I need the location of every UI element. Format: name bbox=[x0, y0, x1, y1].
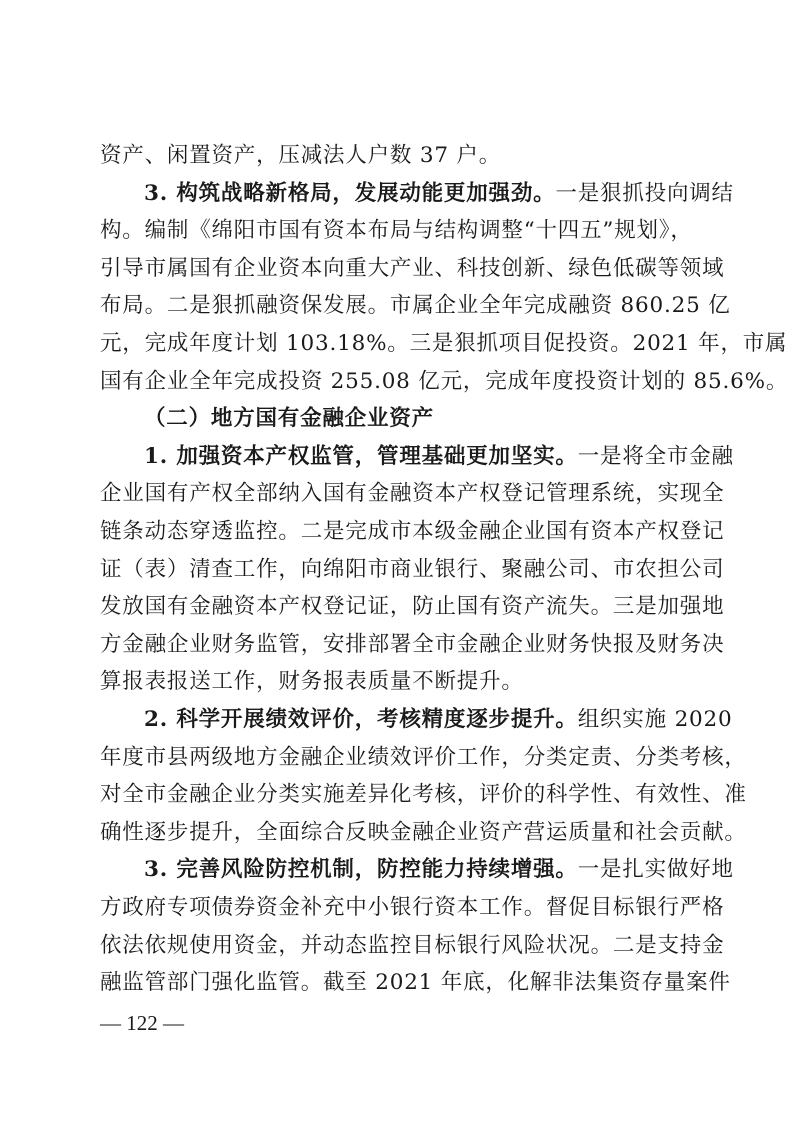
text-line: 算报表报送工作，财务报表质量不断提升。 bbox=[100, 669, 524, 695]
text-line: 资产、闲置资产，压减法人户数 37 户。 bbox=[100, 143, 502, 168]
text-line bbox=[144, 851, 734, 889]
text-line: 对全市金融企业分类实施差异化考核，评价的科学性、有效性、准 bbox=[100, 782, 747, 808]
text-line: 证（表）清查工作，向绵阳市商业银行、聚融公司、市农担公司 bbox=[100, 556, 725, 582]
text-line: 链条动态穿透监控。二是完成市本级金融企业国有资本产权登记 bbox=[100, 519, 725, 544]
text-line: 方金融企业财务监管，安排部署全市金融企业财务快报及财务决 bbox=[100, 631, 725, 657]
text-run: 一是将全市金融 bbox=[577, 443, 734, 469]
text-line: 方政府专项债券资金补充中小银行资本工作。督促目标银行严格 bbox=[100, 895, 725, 920]
section-lead: 2. 科学开展绩效评价，考核精度逐步提升。 bbox=[144, 707, 578, 732]
text-line: 企业国有产权全部纳入国有金融资本产权登记管理系统，实现全 bbox=[100, 481, 725, 507]
text-line: 年度市县两级地方金融企业绩效评价工作，分类定责、分类考核， bbox=[100, 744, 747, 770]
page-number: — 122 — bbox=[100, 1010, 184, 1035]
text-run: 一是扎实做好地 bbox=[577, 857, 734, 883]
text-run: 一是狠抓投向调结 bbox=[555, 180, 734, 206]
text-line: 国有企业全年完成投资 255.08 亿元，完成年度投资计划的 85.6%。 bbox=[100, 368, 789, 394]
section-lead: 1. 加强资本产权监管，管理基础更加坚实。 bbox=[144, 443, 578, 469]
text-line: 确性逐步提升，全面综合反映金融企业资产营运质量和社会贡献。 bbox=[100, 819, 747, 845]
section-lead: 3. 构筑战略新格局，发展动能更加强劲。 bbox=[144, 180, 556, 206]
text-line: 元，完成年度计划 103.18%。三是狠抓项目促投资。2021 年，市属 bbox=[100, 331, 788, 356]
text-line: 融监管部门强化监管。截至 2021 年底，化解非法集资存量案件 bbox=[100, 970, 731, 996]
text-run: 组织实施 2020 bbox=[577, 707, 733, 732]
text-line: 引导市属国有企业资本向重大产业、科技创新、绿色低碳等领域 bbox=[100, 255, 725, 281]
text-line bbox=[144, 175, 734, 213]
text-line: 布局。二是狠抓融资保发展。市属企业全年完成融资 860.25 亿 bbox=[100, 293, 731, 319]
section-heading: （二）地方国有金融企业资产 bbox=[144, 406, 434, 432]
text-line: 发放国有金融资本产权登记证，防止国有资产流失。三是加强地 bbox=[100, 594, 725, 620]
text-line bbox=[144, 701, 733, 739]
text-line: 依法依规使用资金，并动态监控目标银行风险状况。二是支持金 bbox=[100, 932, 725, 958]
section-lead: 3. 完善风险防控机制，防控能力持续增强。 bbox=[144, 857, 578, 883]
text-line bbox=[144, 438, 734, 476]
text-line: 构。编制《绵阳市国有资本布局与结构调整“十四五”规划》， bbox=[100, 218, 693, 244]
